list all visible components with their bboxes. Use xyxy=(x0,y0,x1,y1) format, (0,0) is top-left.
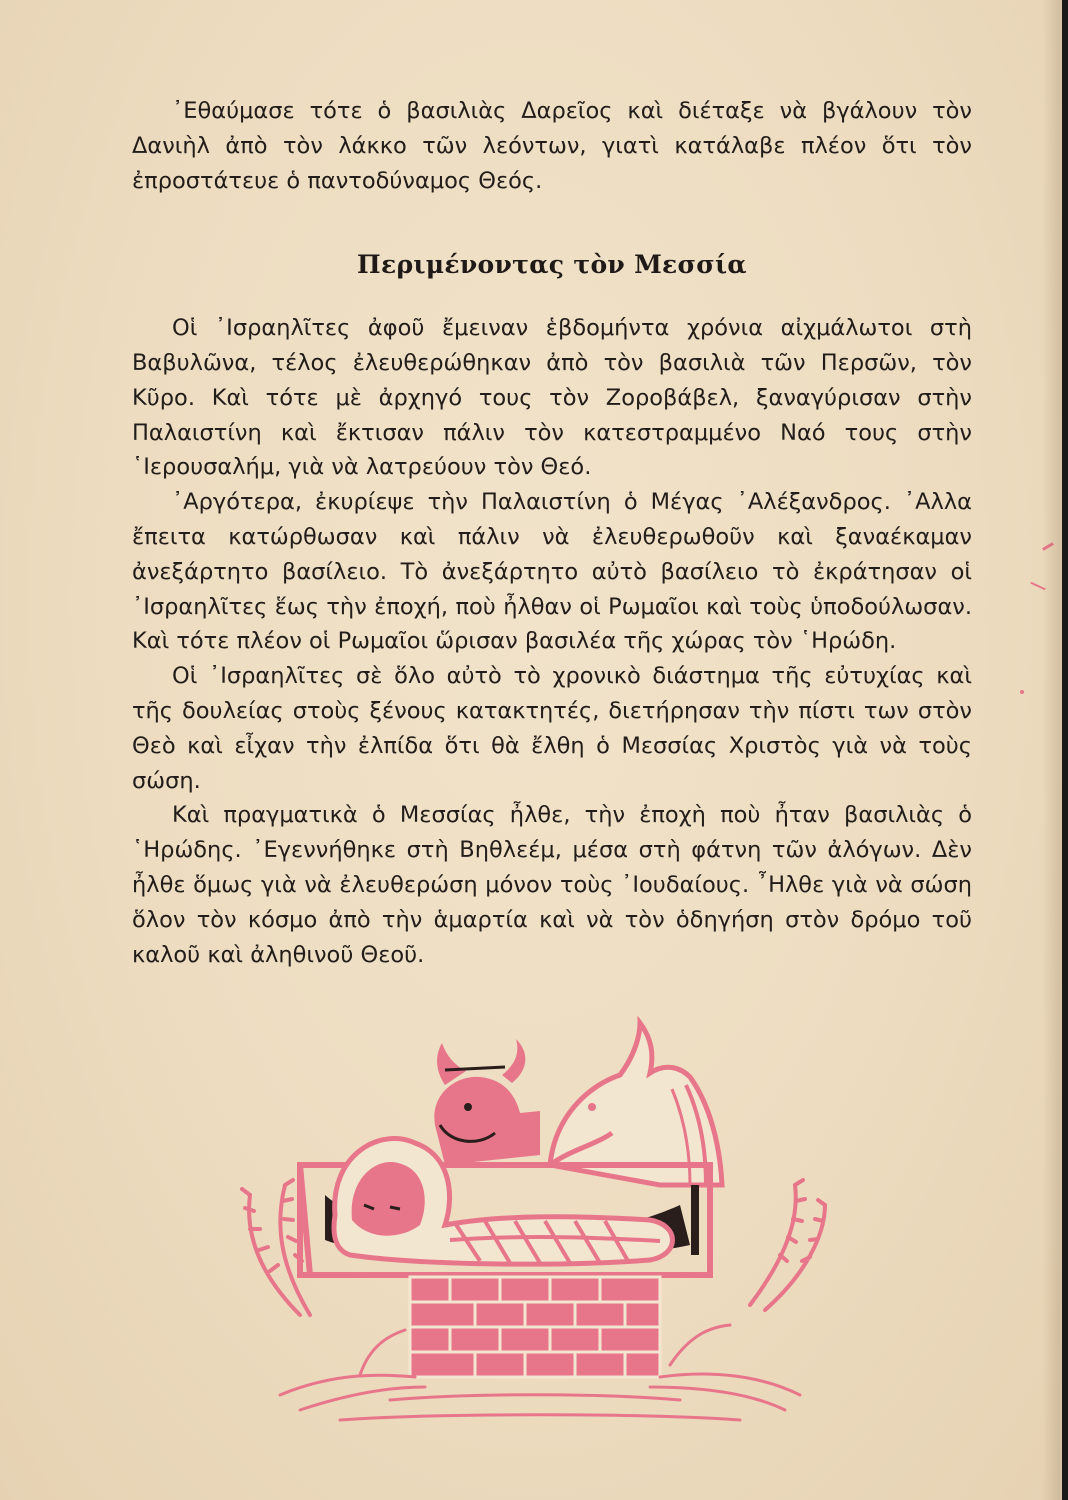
brick-pedestal xyxy=(410,1277,660,1377)
intro-paragraph: ᾿Εθαύμασε τότε ὁ βασιλιὰς Δαρεῖος καὶ διέταξε νὰ βγάλουν τὸν Δανιὴλ ἀπὸ τὸν λάκκο τῶν λεόντων, γιατὶ κατάλαβε πλέον ὅτι τὸν ἐπροστάτευε ὁ παντοδύναμος Θεός. xyxy=(132,98,972,194)
stray-mark xyxy=(1042,542,1054,551)
stray-mark xyxy=(1020,690,1024,694)
ox xyxy=(434,1039,540,1165)
donkey xyxy=(550,1023,722,1185)
stray-mark xyxy=(1030,582,1045,591)
grass-right xyxy=(750,1180,825,1310)
paragraph-1: Οἱ ᾿Ισραηλῖτες ἀφοῦ ἔμειναν ἑβδομήντα χρόνια αἰχμάλωτοι στὴ Βαβυλῶνα, τέλος ἐλευθερώθηκαν ἀπὸ τὸν βασιλιὰ τῶν Περσῶν, τὸν Κῦρο. Καὶ τότε μὲ ἀρχηγό τους τὸν Ζοροβάβελ, ξαναγύρισαν στὴν Παλαιστίνη καὶ ἔκτισαν πάλιν τὸν κατεστραμμένο Ναό τους στὴν ῾Ιερουσαλήμ, γιὰ νὰ λατρεύουν τὸν Θεό. xyxy=(132,315,972,481)
paragraph-3: Οἱ ᾿Ισραηλῖτες σὲ ὅλο αὐτὸ τὸ χρονικὸ διάστημα τῆς εὐτυχίας καὶ τῆς δουλείας στοὺς ξένους κατακτητές, διετήρησαν τὴν πίστι των στὸν Θεὸ καὶ εἶχαν τὴν ἐλπίδα ὅτι θὰ ἔλθη ὁ Μεσσίας Χριστὸς γιὰ νὰ τοὺς σώση. xyxy=(132,663,972,794)
section-heading: Περιμένοντας τὸν Μεσσία xyxy=(357,250,747,280)
nativity-manger-illustration xyxy=(240,1015,830,1425)
text-column xyxy=(132,94,972,972)
paragraph-4: Καὶ πραγματικὰ ὁ Μεσσίας ἦλθε, τὴν ἐποχὴ ποὺ ἦταν βασιλιὰς ὁ ῾Ηρώδης. ᾿Εγεννήθηκε στὴ Βηθλεέμ, μέσα στὴ φάτνη τῶν ἀλόγων. Δὲν ἦλθε ὅμως γιὰ νὰ ἐλευθερώση μόνον τοὺς ᾿Ιουδαίους. ῏Ηλθε γιὰ νὰ σώση ὅλον τὸν κόσμο ἀπὸ τὴν ἁμαρτία καὶ νὰ τὸν ὁδηγήση στὸν δρόμο τοῦ καλοῦ καὶ ἀληθινοῦ Θεοῦ. xyxy=(132,802,972,968)
paragraph-2: ᾿Αργότερα, ἐκυρίεψε τὴν Παλαιστίνη ὁ Μέγας ᾿Αλέξανδρος. ᾿Αλλα ἔπειτα κατώρθωσαν καὶ πάλιν νὰ ἐλευθερωθοῦν καὶ ξαναέκαμαν ἀνεξάρτητο βασίλειο. Τὸ ἀνεξάρτητο αὐτὸ βασίλειο τὸ ἐκράτησαν οἱ ᾿Ισραηλῖτες ἕως τὴν ἐποχή, ποὺ ἦλθαν οἱ Ρωμαῖοι καὶ τοὺς ὑποδούλωσαν. Καὶ τότε πλέον οἱ Ρωμαῖοι ὥρισαν βασιλέα τῆς χώρας τὸν ῾Ηρώδη. xyxy=(132,489,972,655)
